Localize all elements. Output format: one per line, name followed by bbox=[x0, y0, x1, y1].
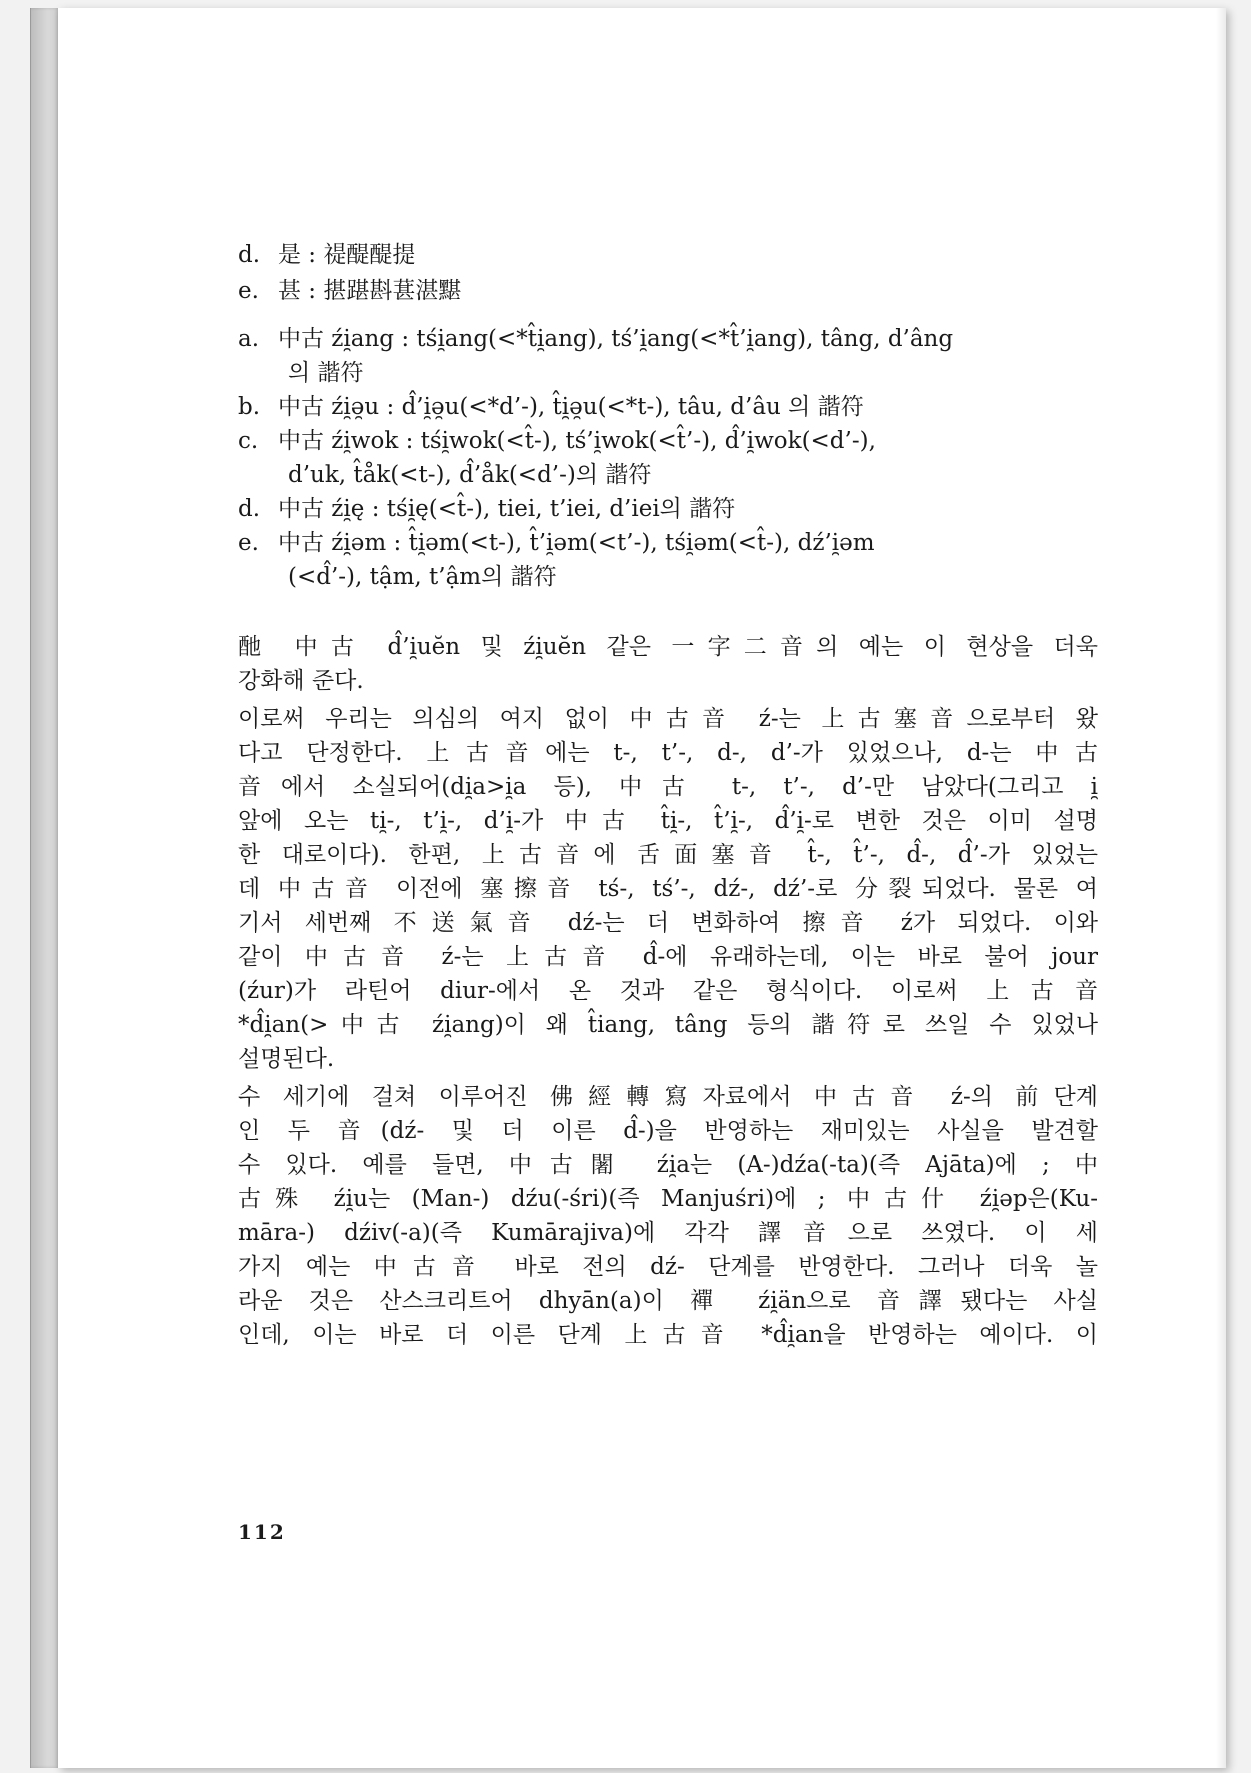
paragraph-line: 酏 中古 d̂’i̯uĕn 및 źi̯uĕn 같은 一字二音의 예는 이 현상을 더욱 bbox=[238, 634, 1098, 660]
paragraph-line: 인데, 이는 바로 더 이른 단계 上古音 *d̂i̯an을 반영하는 예이다. 이 bbox=[238, 1322, 1098, 1348]
list-item bbox=[238, 240, 415, 270]
list-item bbox=[238, 324, 953, 354]
list-text: 의 諧符 bbox=[288, 360, 364, 386]
list-text: 是 : 禔醍醍提 bbox=[278, 242, 416, 268]
paragraph-line: 기서 세번째 不送氣音 dź-는 더 변화하여 擦音 ź가 되었다. 이와 bbox=[238, 910, 1098, 936]
paragraph-line: 설명된다. bbox=[238, 1046, 335, 1072]
page-number: 112 bbox=[238, 1520, 286, 1544]
list-text: 甚 : 揕踸斟葚湛黮 bbox=[278, 278, 462, 304]
list-label: b. bbox=[238, 394, 261, 420]
list-item bbox=[238, 426, 876, 456]
list-label: d. bbox=[238, 496, 261, 522]
list-text: d’uk, t̂åk(<t-), d̂’åk(<d’-)의 諧符 bbox=[288, 462, 652, 488]
paragraph-line: 데 中古音 이전에 塞擦音 tś-, tś’-, dź-, dź’-로 分裂되었다. 물론 여 bbox=[238, 876, 1098, 902]
list-text: (<d̂’-), tậm, t’ậm의 諧符 bbox=[288, 564, 557, 590]
list-item bbox=[238, 276, 461, 306]
list-text: 中古 źi̯ə̯u : d̂’i̯ə̯u(<*d’-), t̂i̯ə̯u(<*t-), tâu, d’âu 의 諧符 bbox=[278, 394, 864, 420]
paragraph-line: 音에서 소실되어(di̯a>i̯a 등), 中古 t-, t’-, d’-만 남았다(그리고 i̯ bbox=[238, 774, 1098, 800]
page-shade bbox=[1216, 8, 1226, 1768]
list-label: e. bbox=[238, 278, 259, 304]
list-item-continuation bbox=[288, 562, 557, 592]
paragraph-line: 가지 예는 中古音 바로 전의 dź- 단계를 반영한다. 그러나 더욱 놀 bbox=[238, 1254, 1098, 1280]
list-item-continuation bbox=[288, 358, 364, 388]
paragraph-line: 같이 中古音 ź-는 上古音 d̂-에 유래하는데, 이는 바로 불어 jour bbox=[238, 944, 1098, 970]
paragraph-line: (źur)가 라틴어 diur-에서 온 것과 같은 형식이다. 이로써 上古音 bbox=[238, 978, 1098, 1004]
paragraph-line: 한 대로이다). 한편, 上古音에 舌面塞音 t̂-, t̂’-, d̂-, d̂’-가 있었는 bbox=[238, 842, 1098, 868]
book-spine-edge bbox=[30, 8, 59, 1768]
list-text: 中古 źi̯wok : tśi̯wok(<t̂-), tś’i̯wok(<t̂’-), d̂’i̯wok(<d’-), bbox=[278, 428, 876, 454]
list-item-continuation bbox=[288, 460, 651, 490]
list-label: e. bbox=[238, 530, 259, 556]
list-label: c. bbox=[238, 428, 259, 454]
paragraph-line: 강화해 준다. bbox=[238, 668, 364, 694]
list-item bbox=[238, 494, 735, 524]
paragraph-line: 다고 단정한다. 上古音에는 t-, t’-, d-, d’-가 있었으나, d-는 中古 bbox=[238, 740, 1098, 766]
list-item bbox=[238, 528, 875, 558]
list-item bbox=[238, 392, 864, 422]
paragraph-line: 라운 것은 산스크리트어 dhyān(a)이 禪 źi̯än으로 音譯됐다는 사실 bbox=[238, 1288, 1098, 1314]
paragraph-line: 古殊 źi̯u는 (Man-) dźu(-śri)(즉 Manjuśri)에 ; 中古什 źi̯əp은(Ku- bbox=[238, 1186, 1098, 1212]
paragraph-line: 이로써 우리는 의심의 여지 없이 中古音 ź-는 上古塞音으로부터 왔 bbox=[238, 706, 1098, 732]
paragraph-line: 인 두 音(dź- 및 더 이른 d̂-)을 반영하는 재미있는 사실을 발견할 bbox=[238, 1118, 1098, 1144]
list-text: 中古 źi̯ę : tśi̯ę(<t̂-), tiei, t’iei, d’iei의 諧符 bbox=[278, 496, 736, 522]
list-text: 中古 źi̯əm : t̂i̯əm(<t-), t̂’i̯əm(<t’-), tśi̯əm(<t̂-), dź’i̯əm bbox=[278, 530, 875, 556]
paragraph-line: 수 세기에 걸쳐 이루어진 佛經轉寫자료에서 中古音 ź-의 前단계 bbox=[238, 1084, 1098, 1110]
list-label: d. bbox=[238, 242, 261, 268]
paragraph-line: 앞에 오는 ti̯-, t’i̯-, d’i̯-가 中古 t̂i̯-, t̂’i̯-, d̂’i̯-로 변한 것은 이미 설명 bbox=[238, 808, 1098, 834]
paragraph-line: 수 있다. 예를 들면, 中古闍 źi̯a는 (A-)dźa(-ta)(즉 Ajāta)에 ; 中 bbox=[238, 1152, 1098, 1178]
list-text: 中古 źi̯ang : tśi̯ang(<*t̂i̯ang), tś’i̯ang(<*t̂’i̯ang), tâng, d’âng bbox=[278, 326, 954, 352]
list-label: a. bbox=[238, 326, 260, 352]
paragraph-line: *d̂i̯an(>中古 źi̯ang)이 왜 t̂iang, tâng 등의 諧符로 쓰일 수 있었나 bbox=[238, 1012, 1098, 1038]
paragraph-line: māra-) dźiv(-a)(즉 Kumārajiva)에 각각 譯音으로 쓰였다. 이 세 bbox=[238, 1220, 1098, 1246]
